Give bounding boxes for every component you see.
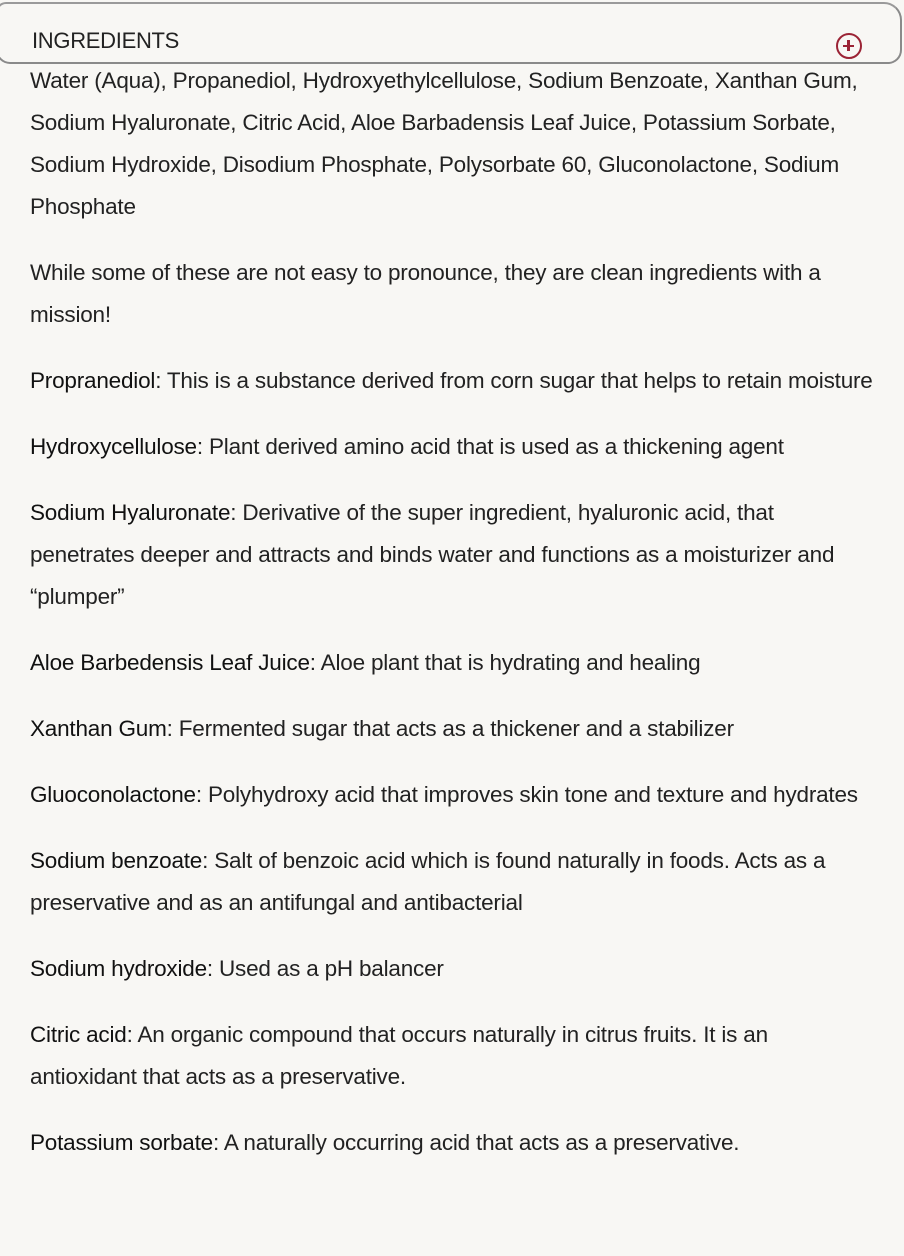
definition-item (30, 840, 878, 924)
definition-text: : Fermented sugar that acts as a thickener and a stabilizer (166, 716, 734, 741)
definition-item (30, 1122, 878, 1164)
definition-term: Propranediol (30, 368, 156, 393)
definition-text: : Salt of benzoic acid which is found naturally in foods. Acts as a preservative and as an antifungal and antibacterial (30, 848, 826, 915)
definition-text: : An organic compound that occurs naturally in citrus fruits. It is an antioxidant that acts as a preservative. (30, 1022, 768, 1089)
definition-term: Aloe Barbedensis Leaf Juice (30, 650, 310, 675)
definition-item (30, 426, 878, 468)
ingredients-accordion-header[interactable] (0, 2, 902, 64)
definition-term: Potassium sorbate (30, 1130, 213, 1155)
plus-circle-icon[interactable] (836, 33, 862, 59)
definition-text: : Plant derived amino acid that is used as a thickening agent (196, 434, 784, 459)
definition-text: : This is a substance derived from corn sugar that helps to retain moisture (155, 368, 873, 393)
accordion-title: INGREDIENTS (32, 28, 180, 53)
definition-text: : Used as a pH balancer (206, 956, 444, 981)
definition-term: Hydroxycellulose (30, 434, 197, 459)
definition-item (30, 492, 878, 618)
definition-term: Citric acid (30, 1022, 127, 1047)
definition-term: Sodium Hyaluronate (30, 500, 231, 525)
plus-vertical-bar (847, 40, 850, 51)
definition-term: Sodium benzoate (30, 848, 203, 873)
definition-term: Gluoconolactone (30, 782, 196, 807)
definition-item (30, 708, 878, 750)
definition-item (30, 948, 878, 990)
definition-text: : Aloe plant that is hydrating and healing (309, 650, 701, 675)
definition-item (30, 360, 878, 402)
intro-text: While some of these are not easy to pronounce, they are clean ingredients with a mission! (30, 260, 821, 327)
accordion-content (30, 60, 878, 1188)
definition-item (30, 642, 878, 684)
definition-text: : Polyhydroxy acid that improves skin tone and texture and hydrates (195, 782, 858, 807)
ingredients-list: Water (Aqua), Propanediol, Hydroxyethylcellulose, Sodium Benzoate, Xanthan Gum, Sodium Hyaluronate, Citric Acid, Aloe Barbadensis Leaf Juice, Potassium Sorbate, Sodium Hydroxide, Disodium Phosphate, Polysorbate 60, Gluconolactone, Sodium Phosphate (30, 68, 858, 219)
definition-text: : Derivative of the super ingredient, hyaluronic acid, that penetrates deeper and attracts and binds water and functions as a moisturizer and “plumper” (30, 500, 835, 609)
definition-term: Xanthan Gum (30, 716, 167, 741)
definition-text: : A naturally occurring acid that acts as a preservative. (212, 1130, 740, 1155)
definition-item (30, 1014, 878, 1098)
definition-term: Sodium hydroxide (30, 956, 207, 981)
definition-item (30, 774, 878, 816)
